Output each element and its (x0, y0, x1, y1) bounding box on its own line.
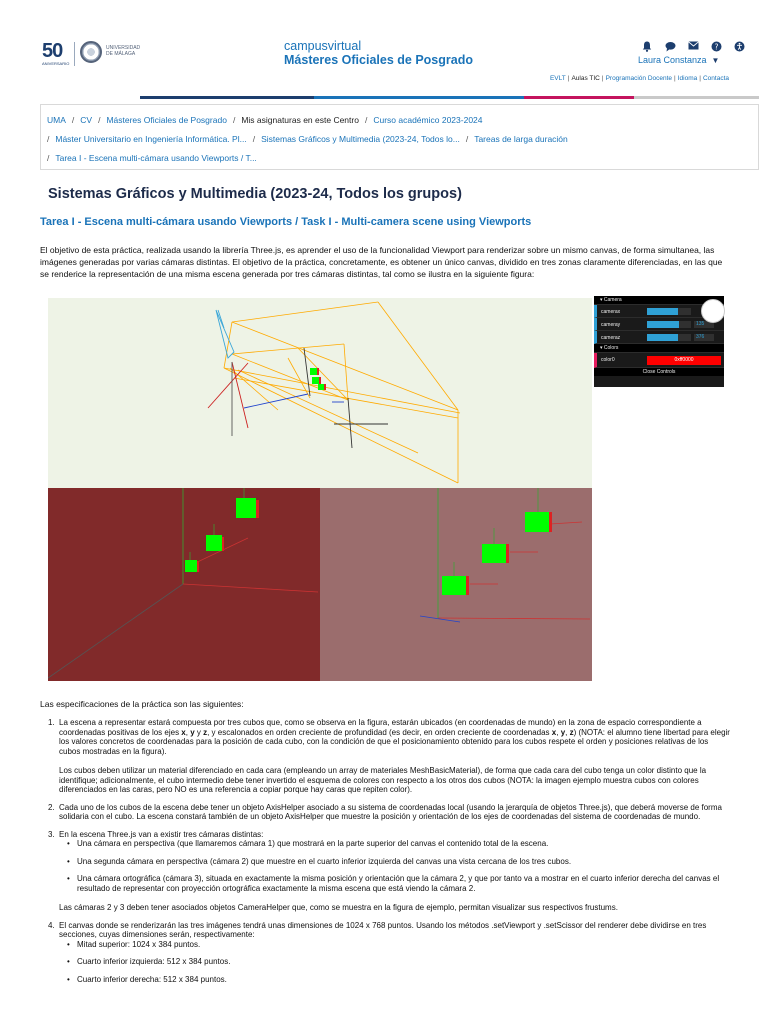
breadcrumb-line2: / Máster Universitario en Ingeniería Informática. Pl... / Sistemas Gráficos y Multimedia (2023-24, Todos lo... / Tareas de larga duración (47, 134, 568, 144)
spec-bullet: • Cuarto inferior derecha: 512 x 384 puntos. (59, 975, 730, 985)
breadcrumb-asignatura[interactable]: Sistemas Gráficos y Multimedia (2023-24, Todos lo... (261, 134, 460, 144)
close-controls-button[interactable]: Close Controls (594, 368, 724, 376)
spec-item-4-text: El canvas donde se renderizarán las tres imágenes tendrá unas dimensiones de 1024 x 768 puntos. Usando los métodos .setViewport y .setScissor del renderer debe dividirse en tres secciones, cuyas dimensiones serán, respectivamente: (59, 920, 707, 939)
university-line1: UNIVERSIDAD (106, 45, 141, 51)
link-aulas-tic[interactable]: Aulas TIC (571, 75, 600, 82)
spec-text: , (556, 727, 561, 737)
frustum-line (230, 368, 278, 410)
spec-bold: x (181, 727, 186, 737)
spec-bold: z (203, 727, 208, 737)
cube-3-side (197, 561, 199, 572)
cube-3-side (324, 384, 326, 390)
svg-text:?: ? (714, 42, 718, 52)
cube-3-side (466, 576, 469, 595)
colorbar-segment (634, 96, 759, 99)
spec-bullet: • Una cámara en perspectiva (que llamaremos cámara 1) que mostrará en la parte superior del canvas el contenido total de la escena. (59, 839, 730, 849)
spec-text: y (194, 727, 204, 737)
breadcrumb-master[interactable]: Máster Universitario en Ingeniería Informática. Pl... (55, 134, 247, 144)
frustum-line (378, 302, 458, 410)
link-contacta[interactable]: Contacta (702, 75, 729, 82)
task-title: Tarea I - Escena multi-cámara usando Viewports / Task I - Multi-camera scene using Viewports (40, 216, 532, 228)
spec-item-3-para: Las cámaras 2 y 3 deben tener asociados objetos CameraHelper que, como se muestra en la figura de ejemplo, permitan visualizar sus respectivos frustums. (59, 903, 618, 912)
spec-intro: Las especificaciones de la práctica son las siguientes: (40, 699, 244, 709)
university-seal-icon[interactable] (80, 41, 102, 63)
folder-colors[interactable]: ▾ Colors (594, 344, 724, 353)
campus-line2: Másteres Oficiales de Posgrado (284, 53, 473, 67)
cube-1 (310, 368, 317, 375)
camerax-slider[interactable] (647, 308, 691, 315)
campus-title[interactable] (284, 40, 473, 68)
cameraz-label: cameraz (601, 335, 621, 341)
spec-item-2 (40, 803, 730, 822)
spec-bold: x (551, 727, 557, 737)
help-icon[interactable] (709, 41, 723, 53)
slider-fill (647, 334, 678, 341)
user-toolbar (640, 41, 746, 53)
accessibility-icon[interactable] (732, 41, 746, 53)
breadcrumb-curso[interactable]: Curso académico 2023-2024 (373, 115, 483, 125)
viewport-top-perspective (48, 298, 592, 488)
breadcrumb-tarea[interactable]: Tarea I - Escena multi-cámara usando Viewports / T... (55, 153, 257, 163)
spec-num: 2. (48, 802, 55, 812)
link-programacion-docente[interactable]: Programación Docente (605, 75, 673, 82)
frustum-line (224, 368, 458, 483)
cube-2-side (506, 544, 509, 563)
cameray-label: cameray (601, 322, 621, 328)
university-name (106, 45, 140, 57)
spec-text: ) (NOTA: el alumno tiene libertad para elegir los valores concretos de coordenadas para la posición de cada cubo, con la condición de que el posicionamiento obtenido para los cubos respete el orden y posiciones relativas de los cubos mostradas en la figura). (59, 727, 730, 756)
spec-item-2-text: Cada uno de los cubos de la escena debe tener un objeto AxisHelper asociado a su sistema de coordenadas local (usando la jerarquía de objetos Three.js), que deberá moverse de forma solidaria con el cubo. La escena constará también de un objeto AxisHelper que muestre la posición y orientación de los ejes de coordenadas del sistema de coordenadas de mundo. (59, 802, 722, 821)
cube-2 (312, 377, 319, 384)
colorbar-segment (524, 96, 634, 99)
color0-label: color0 (601, 357, 615, 363)
axis-line (348, 398, 352, 448)
gui-row-cameraz (594, 331, 724, 344)
camera-line (218, 310, 224, 328)
caret-down-icon: ▼ (711, 56, 720, 65)
spec-item-1 (40, 718, 730, 795)
cube-1-side (317, 368, 319, 375)
slider-fill (647, 321, 679, 328)
spec-list (40, 718, 730, 992)
colorbar-segment (40, 96, 140, 99)
frustum-line (298, 348, 348, 400)
spec-bullet: • Mitad superior: 1024 x 384 puntos. (59, 940, 730, 950)
axis-x (183, 584, 318, 592)
axis-z (420, 616, 460, 622)
logo-subtext: ANIVERSARIO (42, 61, 70, 66)
camera-helper (216, 310, 234, 358)
intro-paragraph: El objetivo de esta práctica, realizada usando la librería Three.js, es aprender el uso de la funcionalidad Viewport para renderizar sobre un mismo canvas, de forma simultanea, las imágenes generadas por varias cámaras distintas. El objetivo de la práctica, concretamente, es obtener un único canvas, dividido en tres zonas claramente diferenciadas, en las que se renderice la representación de una misma escena generada por tres cámaras distintas, tal como se ilustra en la siguiente figura: (40, 245, 723, 279)
scene-bl-svg (48, 488, 320, 681)
spec-num: 3. (48, 829, 55, 839)
cube-3 (185, 560, 197, 572)
link-evlt[interactable]: EVLT (549, 75, 566, 82)
spec-bullet: • Cuarto inferior izquierda: 512 x 384 puntos. (59, 957, 730, 967)
spec-item-1-para: Los cubos deben utilizar un material diferenciado en cada cara (empleando un array de materiales MeshBasicMaterial), de forma que cada cara del cubo tenga un color distinto que la identifique; adicionalmente, el cubo intermedio debe tener invertido el esquema de colores con respecto a los otros dos cubos (NOTA: la imagen ejemplo muestra cubos con colores diferenciados en las caras, pero NO es una referencia a copiar porque hay caras que repiten color). (59, 766, 707, 794)
camera-frustum-lines (224, 302, 460, 483)
scene-top-svg (48, 298, 592, 488)
axis-x (438, 618, 590, 619)
cube-2-side (222, 537, 224, 551)
logo-divider (74, 42, 75, 66)
folder-colors-label: Colors (603, 345, 619, 351)
breadcrumb-line3: / Tarea I - Escena multi-cámara usando Viewports / T... (47, 153, 257, 163)
spec-num: 4. (48, 920, 55, 930)
cameray-value[interactable]: 135 (694, 321, 714, 328)
spec-item-4 (40, 921, 730, 985)
breadcrumb-cv[interactable]: CV (80, 115, 93, 125)
cameraz-value[interactable]: 376 (694, 334, 714, 341)
frustum-line (232, 344, 344, 354)
frustum-line (232, 302, 378, 322)
scene-br-svg (320, 488, 592, 681)
cube-3 (442, 576, 466, 595)
cube-1 (236, 498, 256, 518)
color0-picker[interactable]: 0xff0000 (647, 356, 721, 365)
cube-2-side (319, 377, 321, 384)
university-line2: DE MÁLAGA (106, 51, 136, 57)
spec-item-1-text (59, 718, 730, 756)
breadcrumb-line1: UMA / CV / Másteres Oficiales de Posgrado / Mis asignaturas en este Centro / Curso académico 2023-2024 (47, 115, 483, 125)
colorbar-segment (140, 96, 314, 99)
spec-bold: y (560, 727, 566, 737)
camerax-label: camerax (601, 309, 621, 315)
camera-cone (216, 310, 234, 358)
spec-text: , y escalonados en orden creciente de profundidad (es decir, en orden creciente de coordenadas (207, 727, 552, 737)
breadcrumb (40, 104, 759, 170)
spec-item-3 (40, 830, 730, 913)
cube-2 (206, 535, 222, 551)
folder-camera[interactable]: ▾ Camera (594, 296, 724, 305)
cameraz-slider[interactable] (647, 334, 691, 341)
spec-bullet: • Una cámara ortográfica (cámara 3), situada en exactamente la misma posición y orientación que la cámara 2, y que por tanto va a mostrar en el cuarto inferior derecha del canvas el resultado de representar con proyección ortográfica exactamente la misma escena que está viendo la cámara 2. (59, 874, 730, 893)
viewport-bottom-right-orthographic (320, 488, 592, 681)
frustum-line (238, 370, 418, 453)
frustum-line (224, 368, 460, 413)
axis-z (244, 394, 308, 408)
breadcrumb-uma[interactable]: UMA (47, 115, 66, 125)
top-links: EVLT | Aulas TIC | Programación Docente | Idioma | Contacta (549, 75, 729, 82)
spec-text: , (565, 727, 570, 737)
cube-1-side (256, 500, 259, 518)
spec-num: 1. (48, 718, 55, 727)
slider-fill (647, 308, 678, 315)
gui-knob[interactable] (701, 299, 725, 323)
spec-text: La escena a representar estará compuesta por tres cubos que, como se observa en la figura, estarán ubicados (en coordenadas de mundo) en la zona de espacio correspondiente a coordenadas positivas de los ejes (59, 718, 702, 737)
breadcrumb-tareas[interactable]: Tareas de larga duración (474, 134, 568, 144)
anniversary-logo[interactable] (42, 40, 69, 66)
cube-1 (525, 512, 549, 532)
logo-text: 50 (42, 40, 63, 62)
gui-row-color0 (594, 353, 724, 368)
colorbar-segment (314, 96, 524, 99)
brand-color-bar (40, 96, 759, 99)
spec-bullet: • Una segunda cámara en perspectiva (cámara 2) que muestre en el cuarto inferior izquierda del canvas una vista cercana de los tres cubos. (59, 857, 730, 867)
cube-3 (318, 384, 324, 390)
spec-bold: z (569, 727, 574, 737)
spec-text: , (185, 727, 191, 737)
cube-1-side (549, 512, 552, 532)
spec-item-3-text: En la escena Three.js van a existir tres cámaras distintas: (59, 829, 264, 839)
viewport-bottom-left-perspective (48, 488, 320, 681)
course-title: Sistemas Gráficos y Multimedia (2023-24, Todos los grupos) (48, 186, 462, 202)
spec-bold: y (190, 727, 195, 737)
campus-line1: campusvirtual (284, 39, 362, 53)
user-name: Laura Constanza (638, 55, 707, 65)
cube-2 (482, 544, 506, 563)
frustum-line (234, 378, 458, 418)
cameray-slider[interactable] (647, 321, 691, 328)
chat-icon[interactable] (663, 41, 677, 53)
breadcrumb-mis-asignaturas: Mis asignaturas en este Centro (241, 115, 359, 125)
user-menu[interactable] (638, 55, 719, 65)
frustum-line (48, 584, 183, 678)
mail-icon[interactable] (686, 41, 700, 53)
site-header (0, 0, 768, 96)
breadcrumb-masteres[interactable]: Másteres Oficiales de Posgrado (106, 115, 227, 125)
frustum-line (288, 358, 310, 398)
axis-line (550, 522, 582, 524)
folder-camera-label: Camera (603, 297, 622, 303)
link-idioma[interactable]: Idioma (677, 75, 698, 82)
bell-icon[interactable] (640, 41, 654, 53)
